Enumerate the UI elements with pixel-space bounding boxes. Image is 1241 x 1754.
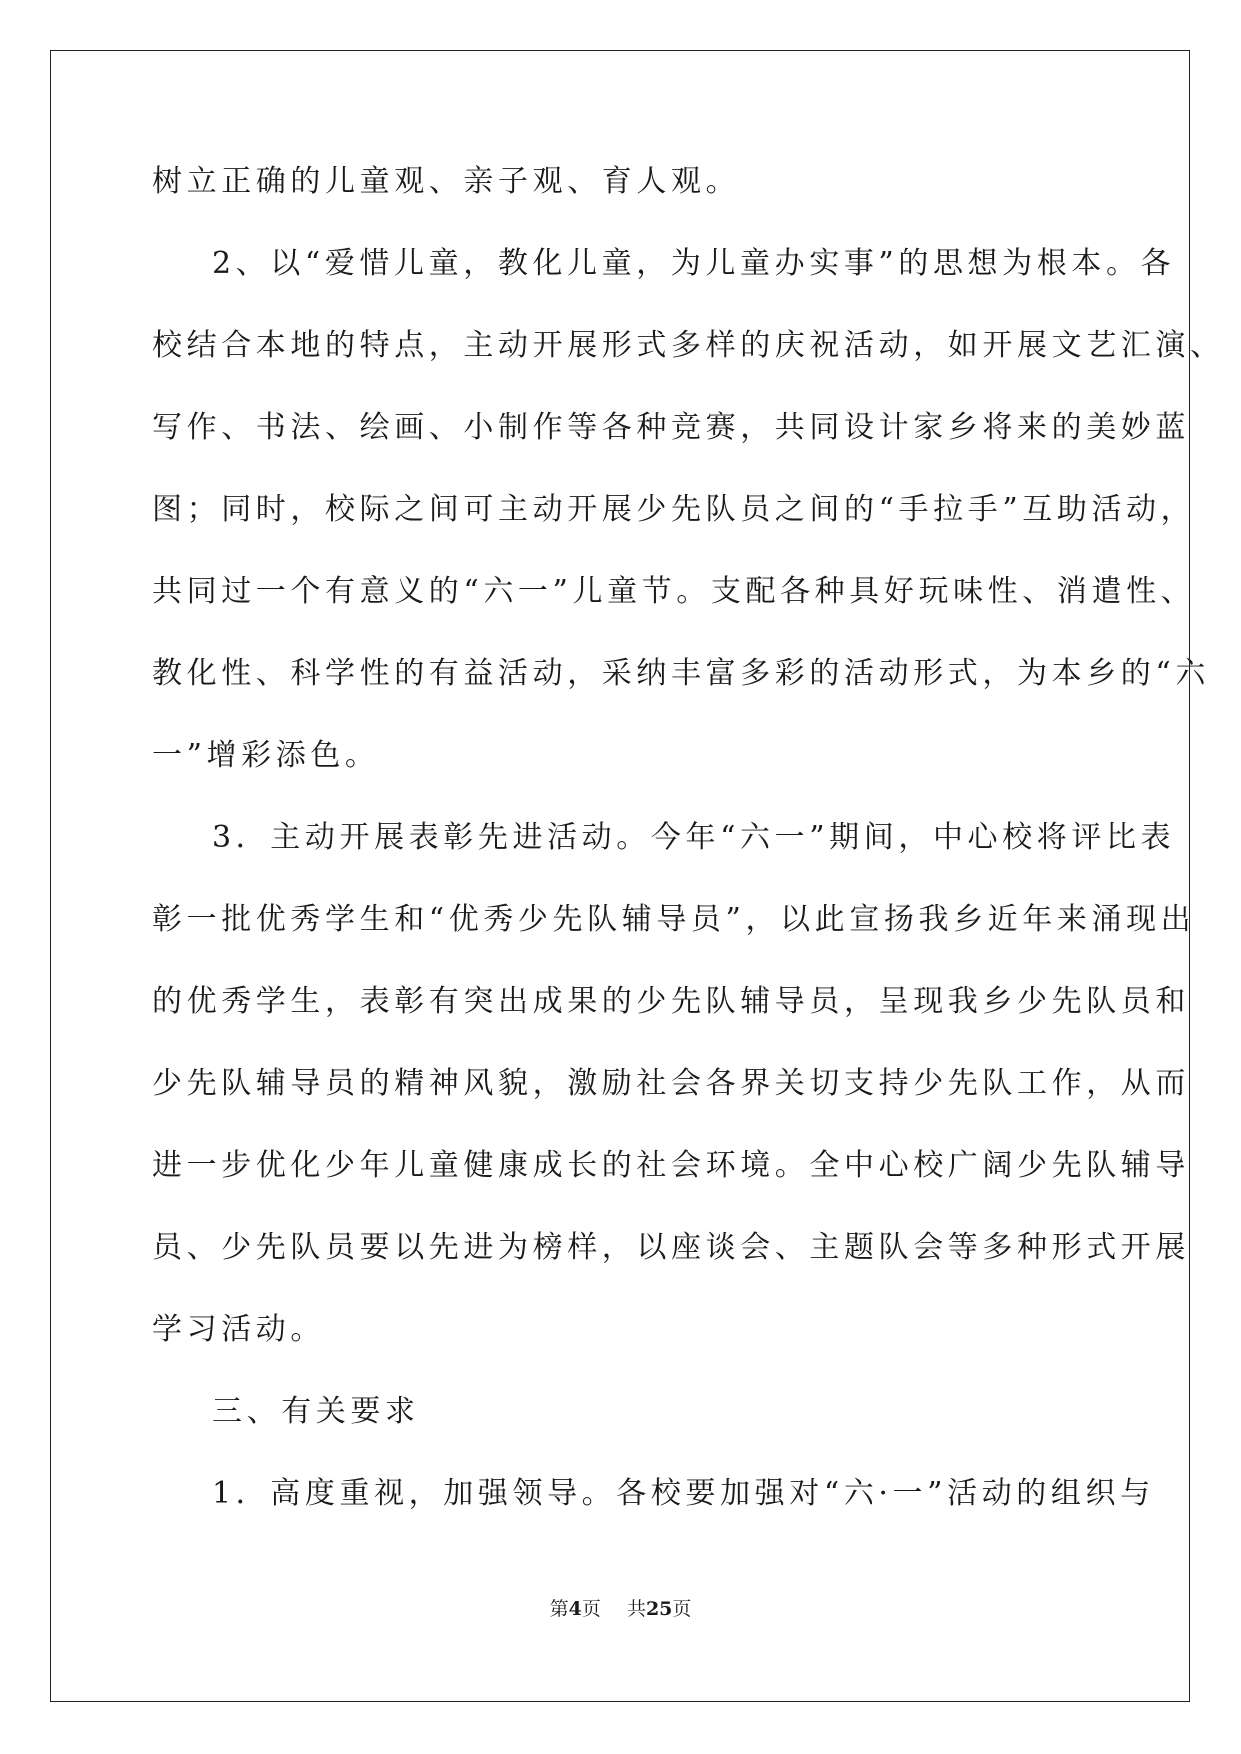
text-line: 写作、书法、绘画、小制作等各种竞赛，共同设计家乡将来的美妙蓝 bbox=[152, 410, 1190, 445]
page-footer bbox=[0, 1597, 1241, 1621]
section-heading: 三、有关要求 bbox=[212, 1394, 420, 1429]
page-number: 4 bbox=[568, 1598, 582, 1620]
page-prefix: 第 bbox=[549, 1598, 569, 1620]
paragraph-start-line: 2、以“爱惜儿童，教化儿童，为儿童办实事”的思想为根本。各 bbox=[212, 246, 1176, 281]
text-line: 一”增彩添色。 bbox=[152, 738, 380, 773]
text-line: 进一步优化少年儿童健康成长的社会环境。全中心校广阔少先队辅导 bbox=[152, 1148, 1190, 1183]
page-border bbox=[50, 50, 1225, 1702]
total-pages: 25 bbox=[645, 1598, 673, 1620]
text-line: 共同过一个有意义的“六一”儿童节。支配各种具好玩味性、消遣性、 bbox=[152, 574, 1196, 609]
text-line: 树立正确的儿童观、亲子观、育人观。 bbox=[152, 164, 741, 199]
text-line: 的优秀学生，表彰有突出成果的少先队辅导员，呈现我乡少先队员和 bbox=[152, 984, 1190, 1019]
total-suffix: 页 bbox=[672, 1598, 692, 1620]
text-line: 教化性、科学性的有益活动，采纳丰富多彩的活动形式，为本乡的“六 bbox=[152, 656, 1210, 691]
text-line: 少先队辅导员的精神风貌，激励社会各界关切支持少先队工作，从而 bbox=[152, 1066, 1190, 1101]
text-line: 员、少先队员要以先进为榜样，以座谈会、主题队会等多种形式开展 bbox=[152, 1230, 1190, 1265]
text-line: 校结合本地的特点，主动开展形式多样的庆祝活动，如开展文艺汇演、 bbox=[152, 328, 1225, 363]
page-suffix: 页 bbox=[581, 1598, 601, 1620]
paragraph-start-line: 1．高度重视，加强领导。各校要加强对“六·一”活动的组织与 bbox=[212, 1476, 1155, 1511]
text-line: 学习活动。 bbox=[152, 1312, 325, 1347]
paragraph-start-line: 3．主动开展表彰先进活动。今年“六一”期间，中心校将评比表 bbox=[212, 820, 1176, 855]
text-line: 彰一批优秀学生和“优秀少先队辅导员”，以此宣扬我乡近年来涌现出 bbox=[152, 902, 1196, 937]
total-prefix: 共 bbox=[626, 1598, 646, 1620]
text-line: 图；同时，校际之间可主动开展少先队员之间的“手拉手”互助活动， bbox=[152, 492, 1196, 527]
